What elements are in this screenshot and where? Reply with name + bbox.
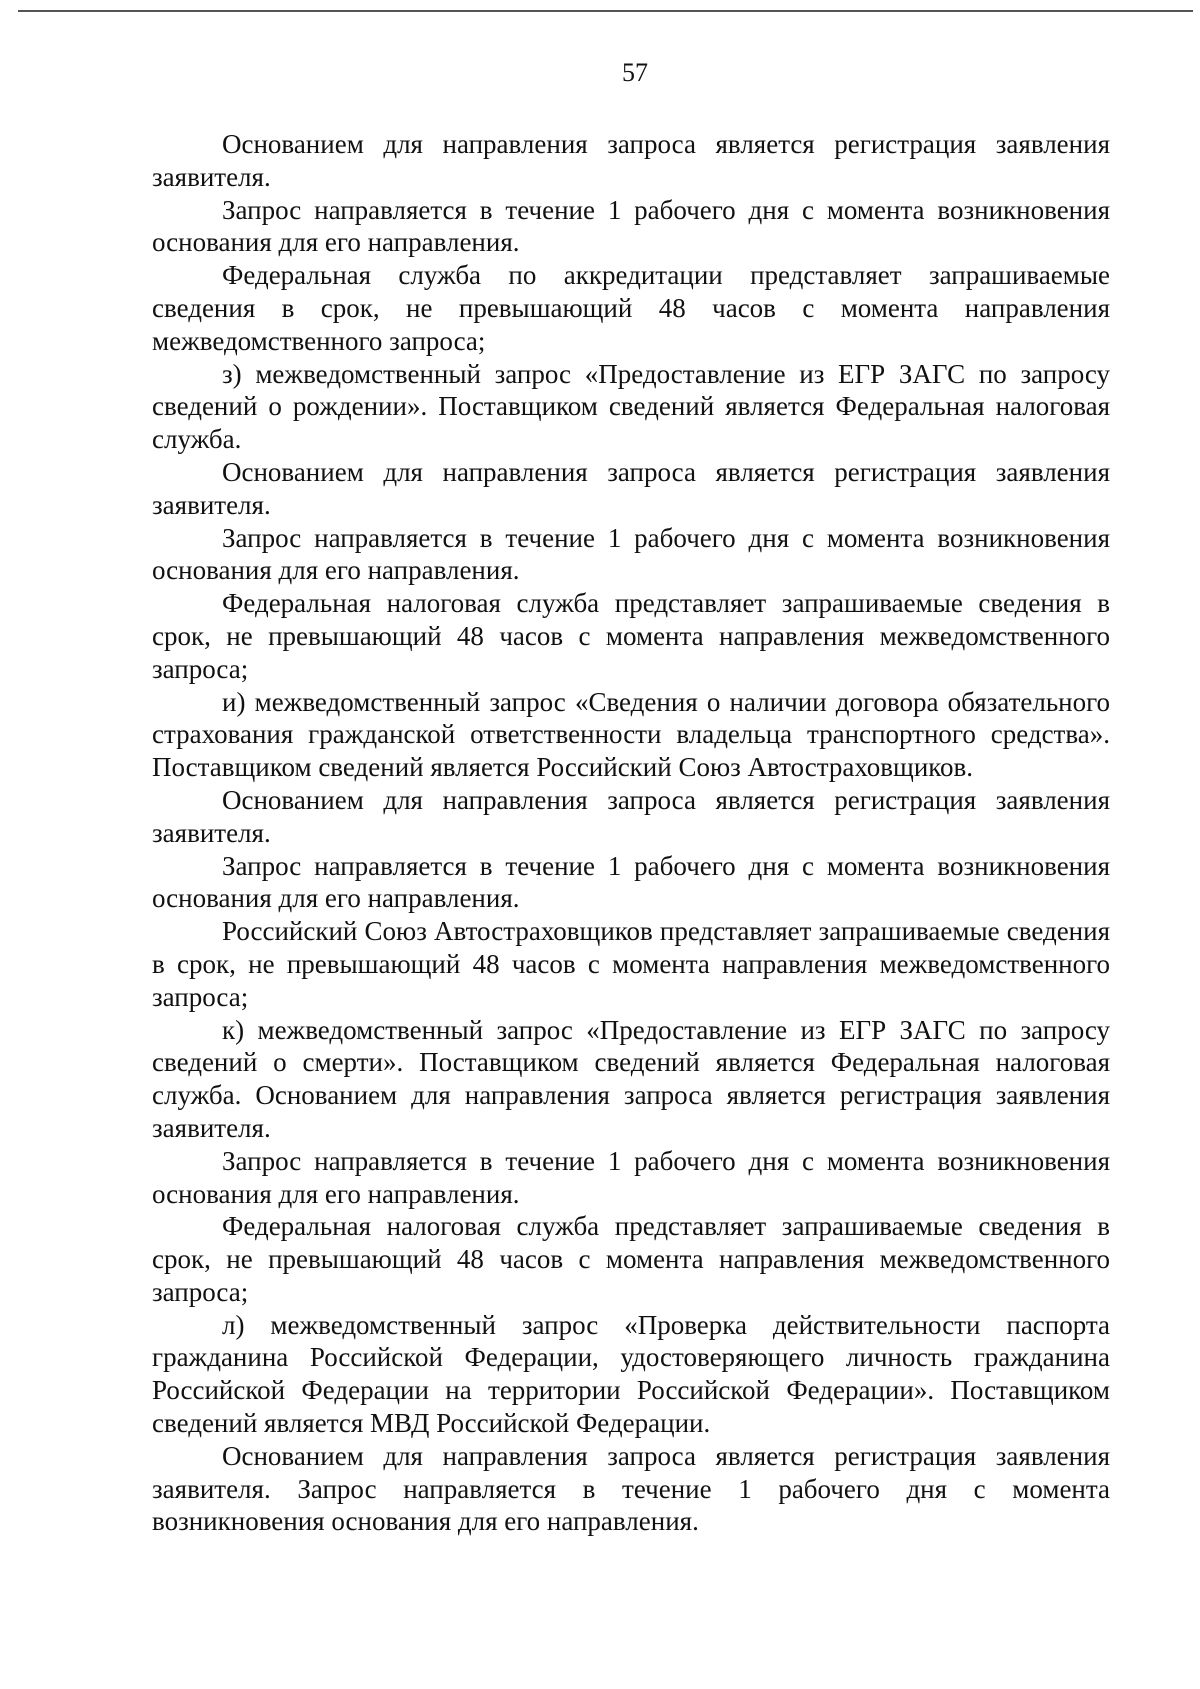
page-number: 57 — [622, 58, 648, 87]
paragraph: Федеральная служба по аккредитации представляет запрашиваемые сведения в срок, не превышающий 48 часов с момента направления межведомственного запроса; — [152, 260, 1110, 356]
top-rule — [18, 10, 1193, 12]
paragraph: Основанием для направления запроса является регистрация заявления заявителя. — [152, 129, 1110, 192]
paragraph: Основанием для направления запроса является регистрация заявления заявителя. — [152, 456, 1110, 520]
paragraph: Запрос направляется в течение 1 рабочего дня с момента возникновения основания для его направления. — [152, 194, 1110, 258]
paragraph: з) межведомственный запрос «Предоставление из ЕГР ЗАГС по запросу сведений о рождении». Поставщиком сведений является Федеральная налоговая служба. — [152, 358, 1110, 455]
paragraph: Запрос направляется в течение 1 рабочего дня с момента возникновения основания для его направления. — [152, 1145, 1110, 1209]
paragraph: Основанием для направления запроса является регистрация заявления заявителя. Запрос направляется в течение 1 рабочего дня с момента возникновения основания для его направления. — [152, 1440, 1110, 1537]
paragraph: Российский Союз Автостраховщиков представляет запрашиваемые сведения в срок, не превышающий 48 часов с момента направления межведомственного запроса; — [152, 916, 1110, 1012]
paragraph: к) межведомственный запрос «Предоставление из ЕГР ЗАГС по запросу сведений о смерти». Поставщиком сведений является Федеральная налоговая служба. Основанием для направления запроса является регистрация заявления заявителя. — [152, 1014, 1110, 1143]
paragraph: Запрос направляется в течение 1 рабочего дня с момента возникновения основания для его направления. — [152, 850, 1110, 914]
paragraph: Запрос направляется в течение 1 рабочего дня с момента возникновения основания для его направления. — [152, 522, 1110, 586]
paragraph: Основанием для направления запроса является регистрация заявления заявителя. — [152, 784, 1110, 848]
paragraph: и) межведомственный запрос «Сведения о наличии договора обязательного страхования гражданской ответственности владельца транспортного средства». Поставщиком сведений является Российский Союз Автостраховщиков. — [152, 686, 1110, 783]
paragraph: л) межведомственный запрос «Проверка действительности паспорта гражданина Российской Федерации, удостоверяющего личность гражданина Российской Федерации на территории Российской Федерации». Поставщиком сведений является МВД Российской Федерации. — [152, 1309, 1110, 1439]
paragraph: Федеральная налоговая служба представляет запрашиваемые сведения в срок, не превышающий 48 часов с момента направления межведомственного запроса; — [152, 588, 1110, 684]
document-body — [152, 128, 1110, 1538]
paragraph: Федеральная налоговая служба представляет запрашиваемые сведения в срок, не превышающий 48 часов с момента направления межведомственного запроса; — [152, 1211, 1110, 1307]
